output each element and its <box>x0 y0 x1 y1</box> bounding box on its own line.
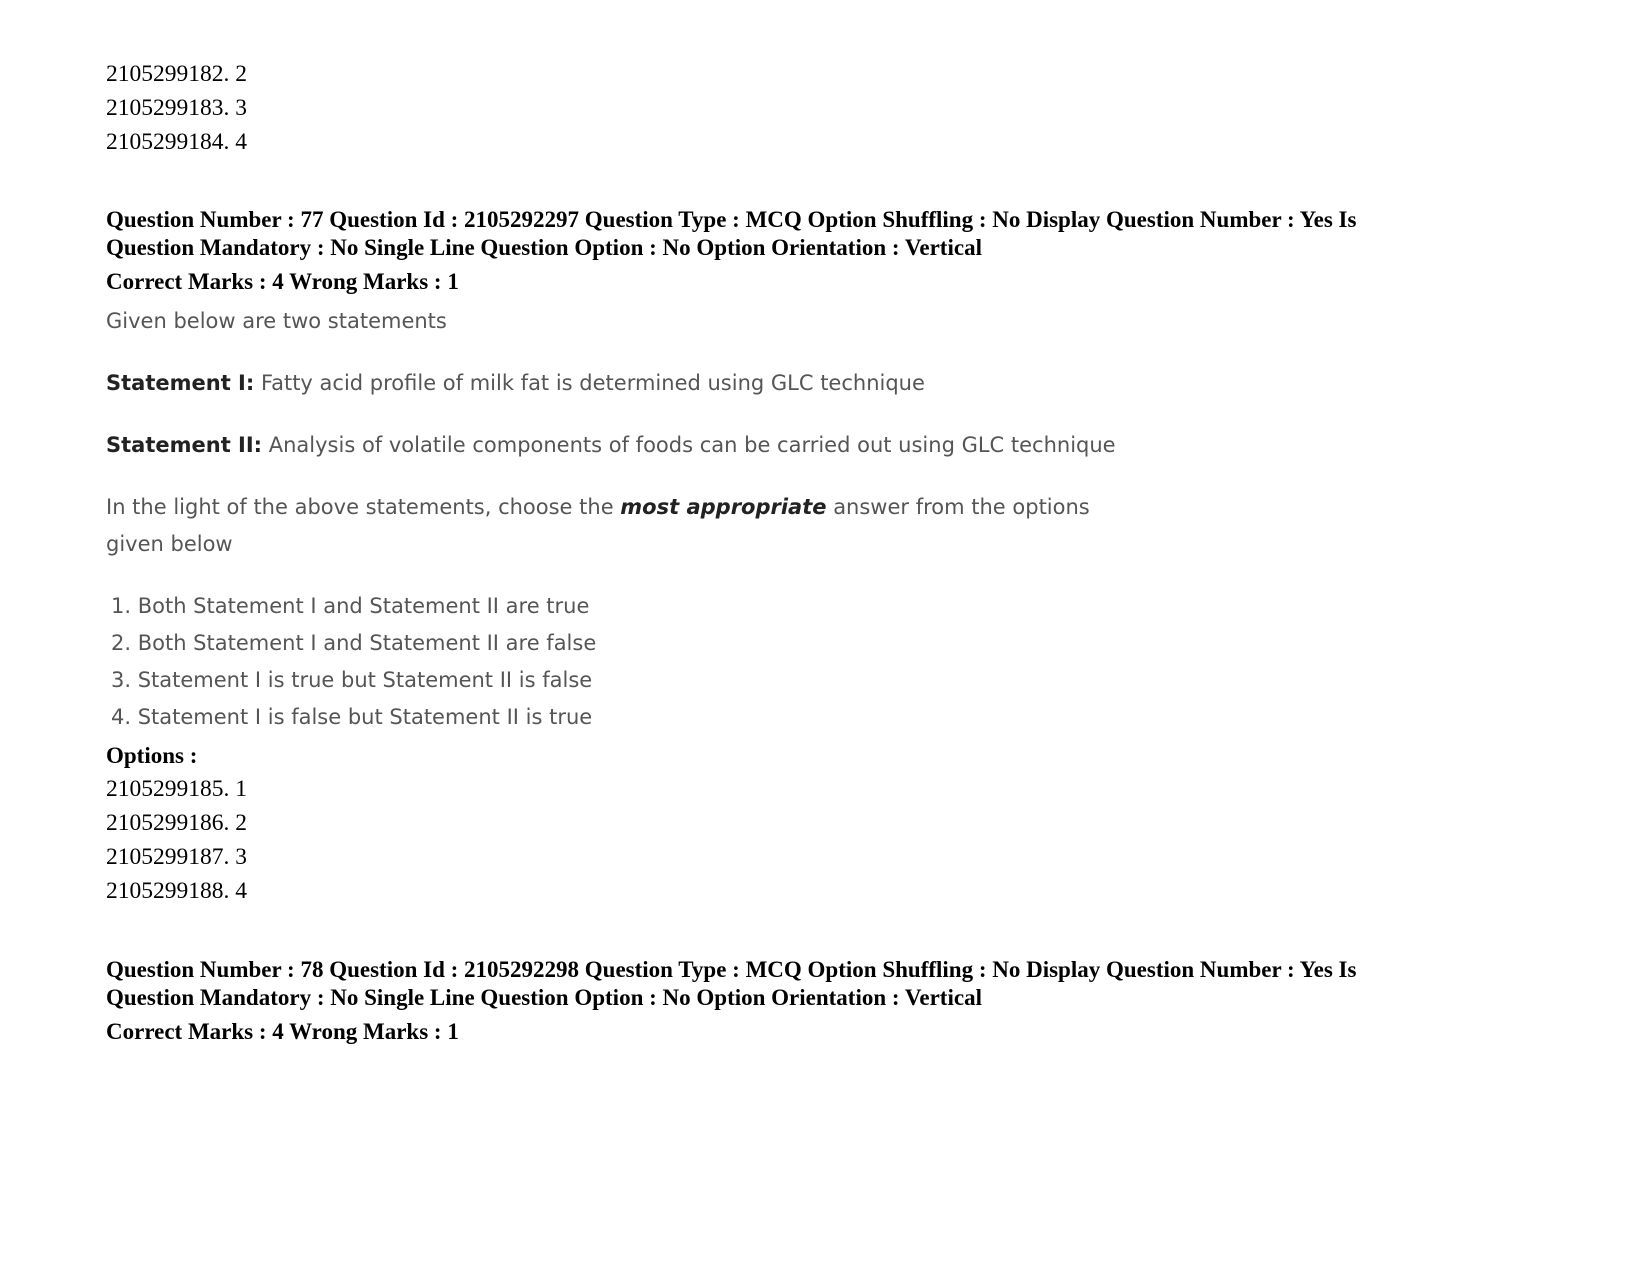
prev-option-3: 2105299184. 4 <box>106 129 247 155</box>
q77-choice-3: 3. Statement I is true but Statement II is false <box>111 668 593 692</box>
statement-1-label: Statement I: <box>106 371 255 395</box>
statement-2-text: Analysis of volatile components of foods can be carried out using GLC technique <box>262 433 1116 457</box>
q77-meta-line-2: Question Mandatory : No Single Line Question Option : No Option Orientation : Vertical <box>106 235 982 260</box>
instruction-emphasis: most appropriate <box>620 495 827 519</box>
q77-choice-4: 4. Statement I is false but Statement II is true <box>111 705 593 729</box>
q77-choice-2: 2. Both Statement I and Statement II are false <box>111 631 597 655</box>
q77-options-label: Options : <box>106 743 198 768</box>
q77-choice-1: 1. Both Statement I and Statement II are true <box>111 594 590 618</box>
q77-instruction-line-2: given below <box>106 532 233 556</box>
q77-option-3: 2105299187. 3 <box>106 844 247 870</box>
q77-intro: Given below are two statements <box>106 309 447 333</box>
q77-option-4: 2105299188. 4 <box>106 878 247 904</box>
q77-meta-line-1: Question Number : 77 Question Id : 2105292297 Question Type : MCQ Option Shuffling : No Display Question Number : Yes Is <box>106 207 1357 232</box>
q77-statement-1 <box>106 371 925 395</box>
q77-option-2: 2105299186. 2 <box>106 810 247 836</box>
q77-statement-2 <box>106 433 1116 457</box>
q77-option-1: 2105299185. 1 <box>106 776 247 802</box>
prev-option-1: 2105299182. 2 <box>106 61 247 87</box>
q77-instruction <box>106 495 1090 519</box>
instruction-post: answer from the options <box>826 495 1090 519</box>
statement-2-label: Statement II: <box>106 433 263 457</box>
q77-marks: Correct Marks : 4 Wrong Marks : 1 <box>106 269 459 294</box>
q78-meta-line-1: Question Number : 78 Question Id : 2105292298 Question Type : MCQ Option Shuffling : No Display Question Number : Yes Is <box>106 957 1357 982</box>
instruction-pre: In the light of the above statements, choose the <box>106 495 621 519</box>
prev-option-2: 2105299183. 3 <box>106 95 247 121</box>
q78-marks: Correct Marks : 4 Wrong Marks : 1 <box>106 1019 459 1044</box>
q78-meta-line-2: Question Mandatory : No Single Line Question Option : No Option Orientation : Vertical <box>106 985 982 1010</box>
statement-1-text: Fatty acid profile of milk fat is determined using GLC technique <box>254 371 925 395</box>
